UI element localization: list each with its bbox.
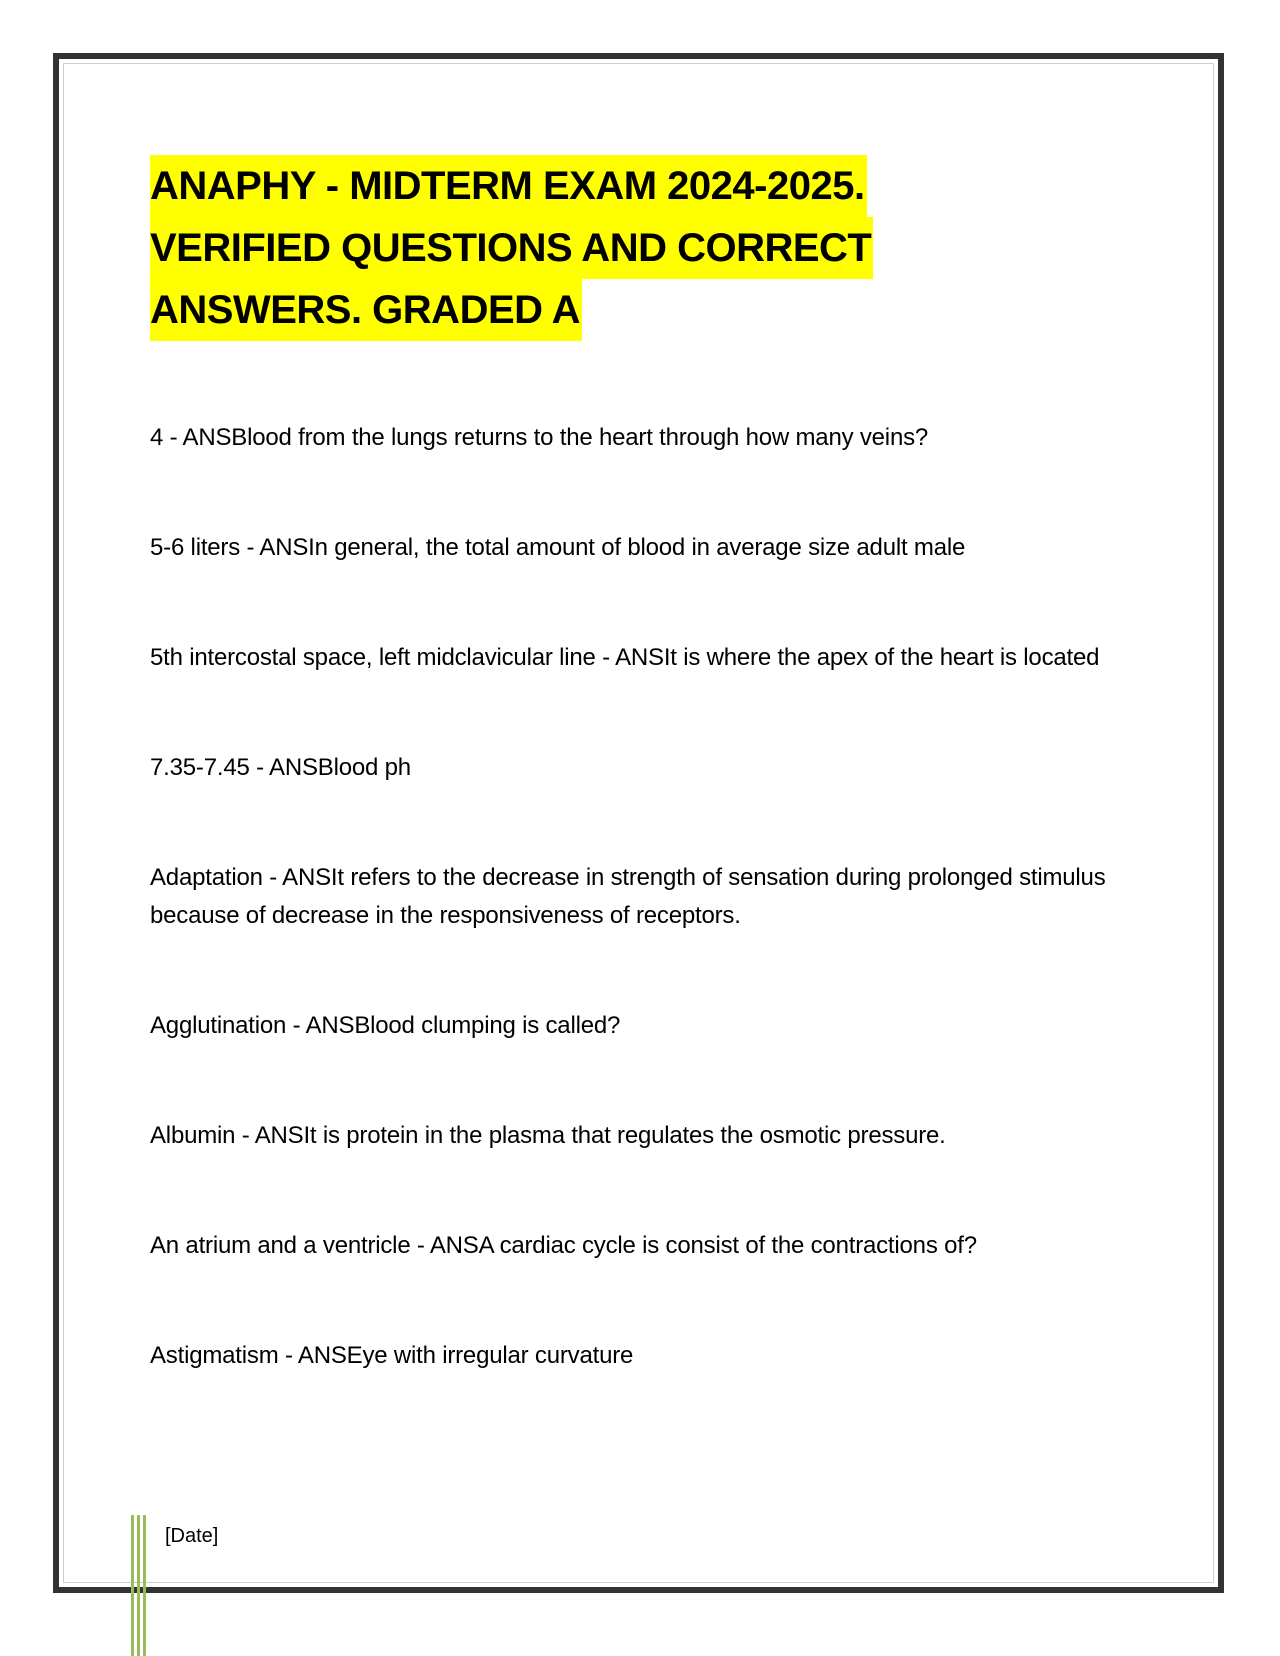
document-title bbox=[150, 155, 1130, 341]
qa-item: 7.35-7.45 - ANSBlood ph bbox=[150, 754, 411, 781]
footer-date: [Date] bbox=[165, 1525, 219, 1547]
qa-item: 5-6 liters - ANSIn general, the total amount of blood in average size adult male bbox=[150, 534, 966, 561]
question-answer-list bbox=[150, 419, 1130, 1375]
qa-item: 4 - ANSBlood from the lungs returns to the heart through how many veins? bbox=[150, 424, 929, 451]
qa-item: 5th intercostal space, left midclavicular line - ANSIt is where the apex of the heart is located bbox=[150, 644, 1100, 671]
qa-item: Agglutination - ANSBlood clumping is called? bbox=[150, 1012, 621, 1039]
title-line: VERIFIED QUESTIONS AND CORRECT bbox=[150, 217, 873, 279]
qa-item: Adaptation - ANSIt refers to the decrease in strength of sensation during prolonged stimulus because of decrease in the responsiveness of receptors. bbox=[150, 864, 1106, 929]
document-body bbox=[150, 155, 1130, 1447]
footer-accent-bar bbox=[131, 1515, 134, 1656]
page-footer bbox=[131, 1515, 531, 1585]
footer-accent-bar bbox=[143, 1515, 146, 1656]
title-line: ANSWERS. GRADED A bbox=[150, 279, 582, 341]
title-line: ANAPHY - MIDTERM EXAM 2024-2025. bbox=[150, 155, 867, 217]
qa-item: Albumin - ANSIt is protein in the plasma that regulates the osmotic pressure. bbox=[150, 1122, 946, 1149]
qa-item: An atrium and a ventricle - ANSA cardiac cycle is consist of the contractions of? bbox=[150, 1232, 977, 1259]
footer-accent-bar bbox=[137, 1515, 140, 1656]
qa-item: Astigmatism - ANSEye with irregular curvature bbox=[150, 1342, 634, 1369]
